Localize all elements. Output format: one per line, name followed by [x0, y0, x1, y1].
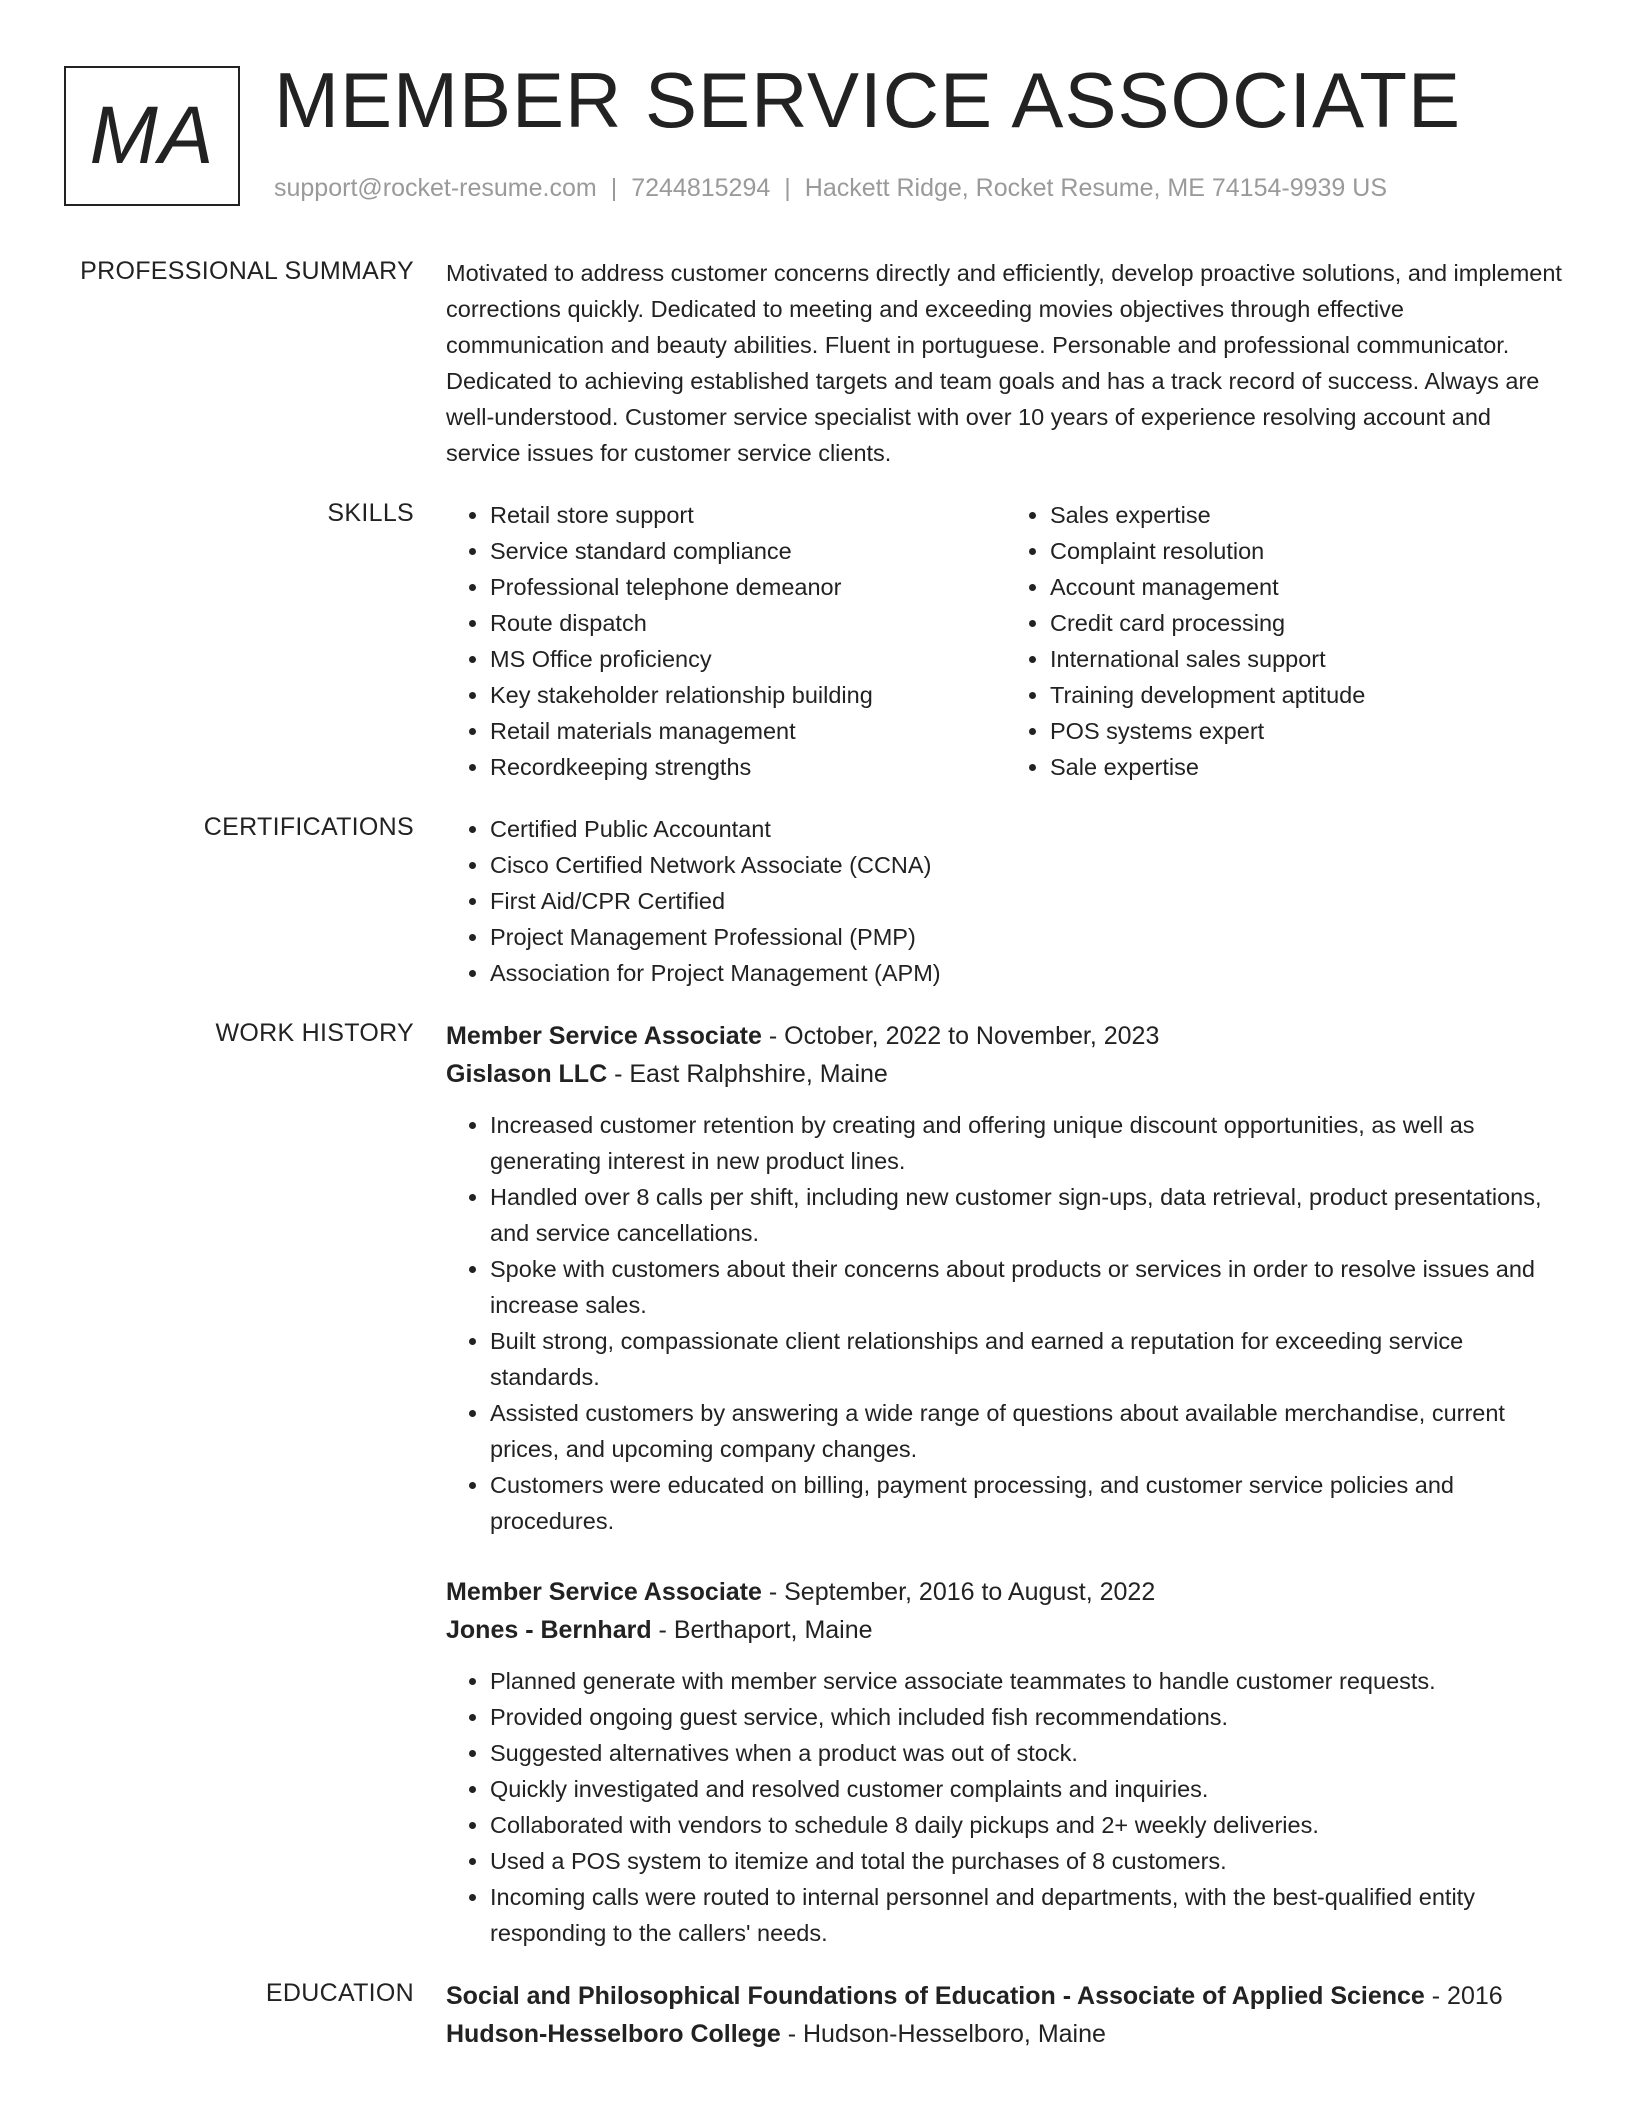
certifications-list	[446, 811, 1566, 991]
certifications-body	[446, 811, 1566, 991]
summary-section	[0, 255, 1632, 471]
job-bullets	[446, 1663, 1566, 1951]
education-school-line	[446, 2015, 1566, 2053]
certification-item: • Project Management Professional (PMP)	[490, 919, 1566, 955]
contact-separator: |	[784, 174, 791, 202]
skill-item: • POS systems expert	[1050, 713, 1566, 749]
skill-item: • Complaint resolution	[1050, 533, 1566, 569]
job-bullet: • Handled over 8 calls per shift, including new customer sign-ups, data retrieval, product presentations, and service cancellations.	[490, 1179, 1566, 1251]
skills-list-right	[1006, 497, 1566, 785]
contact-address: Hackett Ridge, Rocket Resume, ME 74154-9939 US	[804, 174, 1387, 202]
summary-body	[446, 255, 1566, 471]
education-year: - 2016	[1424, 1982, 1503, 2010]
job-entry	[446, 1017, 1566, 1539]
education-section	[0, 1977, 1632, 2053]
contact-phone: 7244815294	[631, 174, 771, 202]
job-title-line	[446, 1573, 1566, 1611]
section-label-summary: PROFESSIONAL SUMMARY	[80, 257, 414, 285]
skills-list-left	[446, 497, 1006, 785]
job-dates: - October, 2022 to November, 2023	[761, 1022, 1160, 1050]
job-title-line	[446, 1017, 1566, 1055]
certifications-section	[0, 811, 1632, 991]
job-bullets	[446, 1107, 1566, 1539]
job-bullet: • Built strong, compassionate client relationships and earned a reputation for exceeding service standards.	[490, 1323, 1566, 1395]
skill-item: • Credit card processing	[1050, 605, 1566, 641]
job-bullet: • Increased customer retention by creating and offering unique discount opportunities, as well as generating interest in new product lines.	[490, 1107, 1566, 1179]
monogram-box	[64, 66, 240, 206]
skill-item: • Retail materials management	[490, 713, 1006, 749]
section-label-education: EDUCATION	[265, 1979, 414, 2007]
skill-item: • Professional telephone demeanor	[490, 569, 1006, 605]
job-bullet: • Quickly investigated and resolved customer complaints and inquiries.	[490, 1771, 1566, 1807]
job-title: Member Service Associate	[446, 1022, 762, 1050]
job-bullet: • Customers were educated on billing, payment processing, and customer service policies and procedures.	[490, 1467, 1566, 1539]
certification-item: • Cisco Certified Network Associate (CCNA)	[490, 847, 1566, 883]
education-degree-line	[446, 1977, 1566, 2015]
skill-item: • Sales expertise	[1050, 497, 1566, 533]
resume-content	[0, 255, 1632, 2079]
job-title: Member Service Associate	[446, 1578, 762, 1606]
skill-item: • Account management	[1050, 569, 1566, 605]
job-bullet: • Incoming calls were routed to internal personnel and departments, with the best-qualified entity responding to the callers' needs.	[490, 1879, 1566, 1951]
job-bullet: • Planned generate with member service associate teammates to handle customer requests.	[490, 1663, 1566, 1699]
job-location: - East Ralphshire, Maine	[607, 1060, 888, 1088]
education-school: Hudson-Hesselboro College	[446, 2020, 781, 2048]
certification-item: • Association for Project Management (APM)	[490, 955, 1566, 991]
skill-item: • International sales support	[1050, 641, 1566, 677]
job-bullet: • Suggested alternatives when a product was out of stock.	[490, 1735, 1566, 1771]
contact-separator: |	[610, 174, 618, 202]
education-degree: Social and Philosophical Foundations of Education - Associate of Applied Science	[446, 1982, 1425, 2010]
monogram-initials: MA	[89, 90, 215, 181]
certification-item: • Certified Public Accountant	[490, 811, 1566, 847]
section-label-skills: SKILLS	[327, 499, 414, 527]
skill-item: • Recordkeeping strengths	[490, 749, 1006, 785]
job-bullet: • Assisted customers by answering a wide range of questions about available merchandise, current prices, and upcoming company changes.	[490, 1395, 1566, 1467]
job-location: - Berthaport, Maine	[651, 1616, 873, 1644]
contact-email: support@rocket-resume.com	[274, 174, 597, 202]
skill-item: • Training development aptitude	[1050, 677, 1566, 713]
job-company: Gislason LLC	[446, 1060, 608, 1088]
skill-item: • Key stakeholder relationship building	[490, 677, 1006, 713]
job-company-line	[446, 1055, 1566, 1093]
skill-item: • MS Office proficiency	[490, 641, 1006, 677]
job-bullet: • Spoke with customers about their concerns about products or services in order to resolve issues and increase sales.	[490, 1251, 1566, 1323]
job-dates: - September, 2016 to August, 2022	[761, 1578, 1156, 1606]
job-bullet: • Used a POS system to itemize and total the purchases of 8 customers.	[490, 1843, 1566, 1879]
section-label-work-history: WORK HISTORY	[215, 1019, 414, 1047]
skills-section	[0, 497, 1632, 785]
skill-item: • Retail store support	[490, 497, 1006, 533]
contact-line	[274, 174, 1387, 203]
education-location: - Hudson-Hesselboro, Maine	[780, 2020, 1106, 2048]
work-history-body	[446, 1017, 1566, 1951]
skill-item: • Service standard compliance	[490, 533, 1006, 569]
work-history-section	[0, 1017, 1632, 1951]
certification-item: • First Aid/CPR Certified	[490, 883, 1566, 919]
job-entry	[446, 1573, 1566, 1951]
skill-item: • Route dispatch	[490, 605, 1006, 641]
resume-name: MEMBER SERVICE ASSOCIATE	[274, 56, 1462, 144]
skills-body	[446, 497, 1566, 785]
job-bullet: • Collaborated with vendors to schedule 8 daily pickups and 2+ weekly deliveries.	[490, 1807, 1566, 1843]
skill-item: • Sale expertise	[1050, 749, 1566, 785]
job-company: Jones - Bernhard	[446, 1616, 652, 1644]
section-label-certifications: CERTIFICATIONS	[203, 813, 414, 841]
job-company-line	[446, 1611, 1566, 1649]
summary-text: Motivated to address customer concerns directly and efficiently, develop proactive solutions, and implement corrections quickly. Dedicated to meeting and exceeding movies objectives through effective communication and beauty abilities. Fluent in portuguese. Personable and professional communicator. Dedicated to achieving established targets and team goals and has a track record of success. Always are well-understood. Customer service specialist with over 10 years of experience resolving account and service issues for customer service clients.	[446, 260, 1562, 466]
job-bullet: • Provided ongoing guest service, which included fish recommendations.	[490, 1699, 1566, 1735]
education-body	[446, 1977, 1566, 2053]
